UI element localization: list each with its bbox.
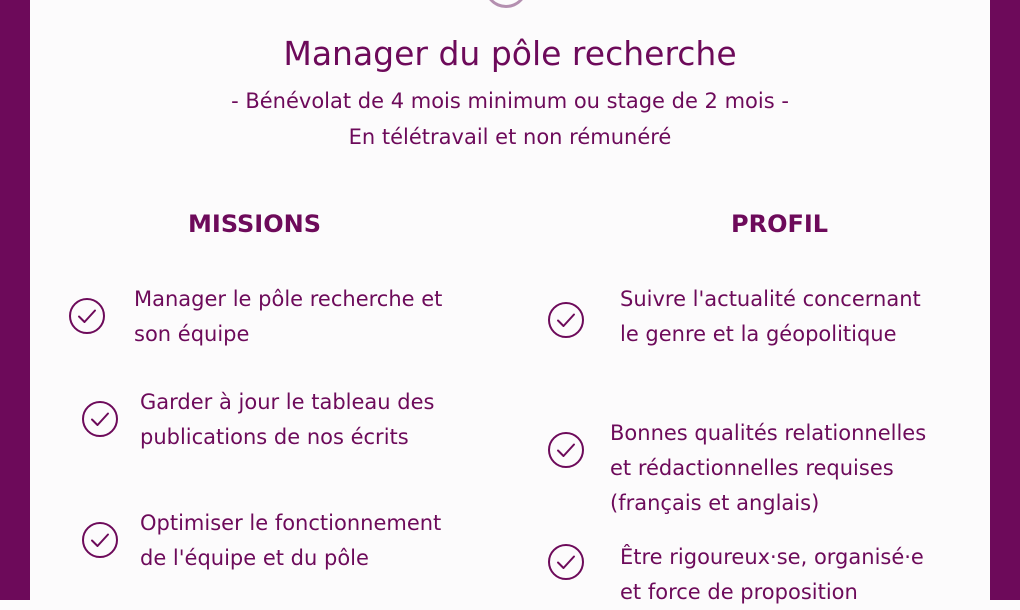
page-title: Manager du pôle recherche xyxy=(283,34,737,73)
profil-item-1-line-2: le genre et la géopolitique xyxy=(620,322,897,346)
profil-item-2 xyxy=(610,416,926,521)
mission-item-2 xyxy=(140,385,434,455)
mission-item-3-line-2: de l'équipe et du pôle xyxy=(140,546,369,570)
mission-item-3-line-1: Optimiser le fonctionnement xyxy=(140,511,442,535)
check-circle-icon xyxy=(81,400,119,438)
missions-heading: MISSIONS xyxy=(188,210,322,238)
profil-item-2-line-1: Bonnes qualités relationnelles xyxy=(610,421,927,445)
mission-item-1 xyxy=(134,282,442,352)
profil-item-2-line-2: et rédactionnelles requises xyxy=(610,456,894,480)
check-circle-icon xyxy=(547,431,585,469)
check-circle-icon xyxy=(547,543,585,581)
mission-item-2-line-2: publications de nos écrits xyxy=(140,425,409,449)
subtitle-line-2: En télétravail et non rémunéré xyxy=(348,125,672,149)
mission-item-1-line-2: son équipe xyxy=(134,322,250,346)
profil-heading: PROFIL xyxy=(731,210,829,238)
check-circle-icon xyxy=(68,297,106,335)
profil-item-3-line-1: Être rigoureux·se, organisé·e xyxy=(620,545,924,569)
mission-item-1-line-1: Manager le pôle recherche et xyxy=(134,287,443,311)
check-circle-icon xyxy=(81,521,119,559)
profil-item-3-line-2: et force de proposition xyxy=(620,580,858,604)
profil-item-1-line-1: Suivre l'actualité concernant xyxy=(620,287,921,311)
mission-item-2-line-1: Garder à jour le tableau des xyxy=(140,390,435,414)
profil-item-2-line-3: (français et anglais) xyxy=(610,491,820,515)
subtitle-line-1: - Bénévolat de 4 mois minimum ou stage de 2 mois - xyxy=(231,89,789,113)
check-circle-icon xyxy=(547,301,585,339)
mission-item-3 xyxy=(140,506,441,576)
logo-arc xyxy=(475,0,537,17)
profil-item-1 xyxy=(620,282,921,352)
